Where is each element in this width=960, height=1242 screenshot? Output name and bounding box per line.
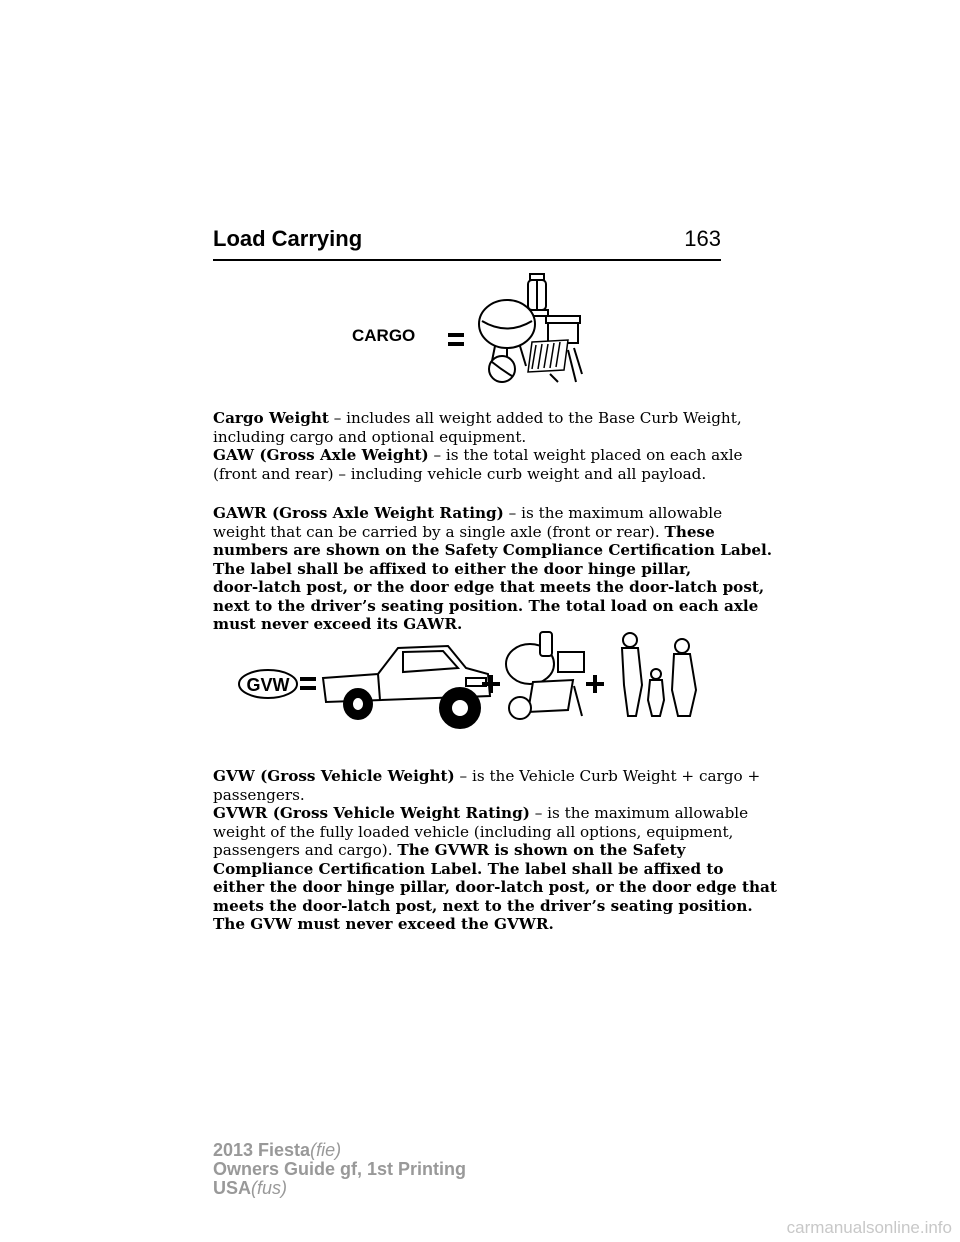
passengers-icon — [622, 633, 696, 716]
term-gvwr: GVWR (Gross Vehicle Weight Rating) — [213, 804, 530, 822]
gvw-illustration — [238, 630, 698, 730]
cargo-label: CARGO — [352, 326, 416, 345]
term-gawr: GAWR (Gross Axle Weight Rating) — [213, 504, 504, 522]
term-gaw: GAW (Gross Axle Weight) — [213, 446, 429, 464]
term-gvw: GVW (Gross Vehicle Weight) — [213, 767, 455, 785]
grate-icon — [528, 340, 568, 372]
equals-sign — [300, 677, 316, 690]
pickup-truck-icon — [323, 646, 490, 728]
page-number: 163 — [684, 226, 721, 251]
document-footer: 2013 Fiesta(fie) Owners Guide gf, 1st Printing USA(fus) — [213, 1140, 467, 1198]
ball-icon — [489, 356, 515, 382]
definition-gawr: GAWR (Gross Axle Weight Rating) – is the maximum allowable weight that can be carried by a single axle (front or rear). These numbers are shown on the Safety Compliance Certification Label. The label shall be affixed to either the door hinge pillar, door-latch post, or the door edge that meets the door-latch post, next to the driver’s seating position. The total load on each axle must never exceed its GAWR. — [213, 504, 773, 633]
cargo-illustration — [440, 266, 590, 392]
cooler-icon — [546, 316, 580, 343]
footer-market: USA — [213, 1178, 252, 1198]
svg-text:GVW: GVW — [246, 675, 290, 695]
cargo-icon — [506, 632, 584, 719]
footer-guide: Owners Guide gf, 1st Printing — [213, 1159, 467, 1179]
term-cargo-weight: Cargo Weight — [213, 409, 329, 427]
watermark: carmanualsonline.info — [786, 1218, 952, 1237]
page-header — [213, 226, 721, 262]
footer-model: 2013 Fiesta — [213, 1140, 311, 1160]
equals-sign — [448, 333, 464, 346]
section-title: Load Carrying — [213, 226, 363, 251]
definition-cargo-gaw: Cargo Weight – includes all weight added to the Base Curb Weight, including cargo and optional equipment. GAW (Gross Axle Weight) – is the total weight placed on each axle (front and rear) – including vehicle curb weight and all payload. — [213, 409, 743, 483]
header-rule — [213, 259, 721, 261]
gvw-badge — [239, 670, 297, 698]
definition-gvw-gvwr: GVW (Gross Vehicle Weight) – is the Vehicle Curb Weight + cargo + passengers. GVWR (Gross Vehicle Weight Rating) – is the maximum allowable weight of the fully loaded vehicle (including all options, equipment, passengers and cargo). The GVWR is shown on the Safety Compliance Certification Label. The label shall be affixed to either the door hinge pillar, door-latch post, or the door edge that meets the door-latch post, next to the driver’s seating position. The GVW must never exceed the GVWR. — [213, 767, 777, 933]
plus-sign — [586, 675, 604, 693]
